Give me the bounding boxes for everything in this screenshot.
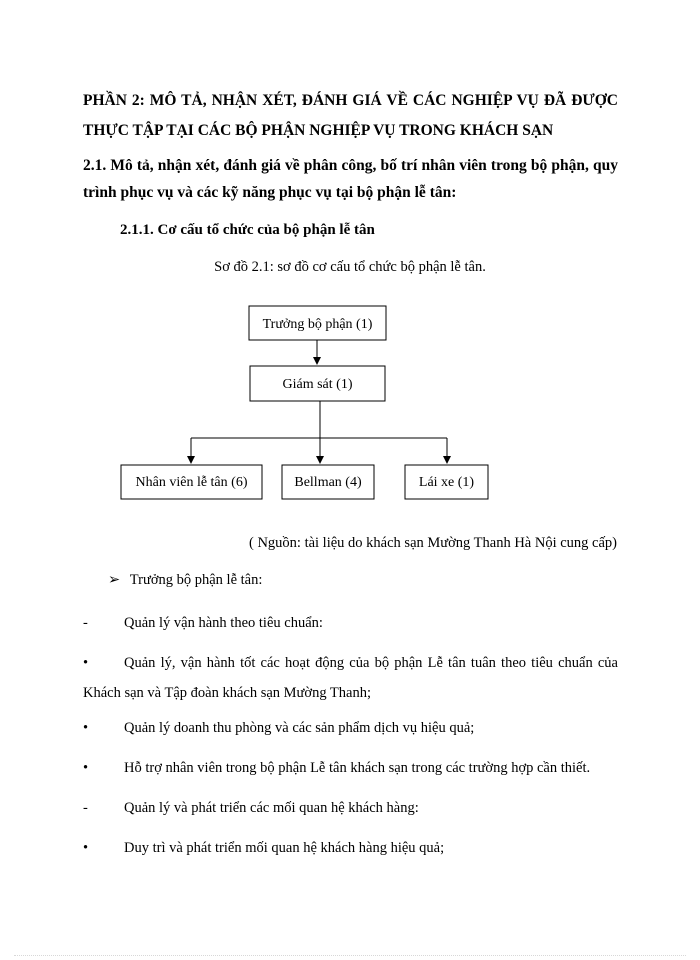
node-bellman bbox=[282, 465, 374, 499]
dash-bullet: - bbox=[83, 800, 88, 816]
list-item-text: Quản lý, vận hành tốt các hoạt động của bộ phận Lễ tân tuân theo tiêu chuẩn của Khách sạn và Tập đoàn khách sạn Mường Thanh; bbox=[83, 655, 618, 701]
list-item-text: Quản lý và phát triển các mối quan hệ khách hàng: bbox=[124, 800, 419, 816]
node-head bbox=[249, 306, 386, 340]
node-supervisor bbox=[250, 366, 385, 401]
node-driver bbox=[405, 465, 488, 499]
list-item bbox=[83, 713, 618, 743]
dot-bullet: • bbox=[83, 655, 89, 671]
dash-bullet: - bbox=[83, 615, 88, 631]
role-heading-text: Trưởng bộ phận lễ tân: bbox=[129, 572, 263, 588]
node-receptionist-label: Nhân viên lễ tân (6) bbox=[135, 475, 248, 490]
list-item-text: Duy trì và phát triển mối quan hệ khách hàng hiệu quả; bbox=[124, 840, 445, 856]
node-receptionist bbox=[121, 465, 262, 499]
list-item-text: Quản lý doanh thu phòng và các sản phẩm dịch vụ hiệu quả; bbox=[124, 720, 475, 736]
list-item bbox=[83, 793, 618, 823]
list-item bbox=[83, 608, 618, 638]
list-item bbox=[83, 648, 618, 708]
node-head-label: Trưởng bộ phận (1) bbox=[262, 317, 373, 332]
part-heading: PHẦN 2: MÔ TẢ, NHẬN XÉT, ĐÁNH GIÁ VỀ CÁC NGHIỆP VỤ ĐÃ ĐƯỢC THỰC TẬP TẠI CÁC BỘ PHẬN NGHIỆP VỤ TRONG KHÁCH SẠN bbox=[83, 92, 618, 139]
dot-bullet: • bbox=[83, 840, 89, 856]
subsection-heading: 2.1.1. Cơ cấu tổ chức của bộ phận lễ tân bbox=[120, 222, 375, 238]
diagram-source-note: ( Nguồn: tài liệu do khách sạn Mường Thanh Hà Nội cung cấp) bbox=[248, 535, 617, 551]
diagram-caption: Sơ đồ 2.1: sơ đồ cơ cấu tổ chức bộ phận lễ tân. bbox=[214, 259, 486, 275]
list-item-text: Quản lý vận hành theo tiêu chuẩn: bbox=[124, 615, 323, 631]
list-item-text: Hỗ trợ nhân viên trong bộ phận Lễ tân khách sạn trong các trường hợp cần thiết. bbox=[124, 760, 591, 776]
section-heading: 2.1. Mô tả, nhận xét, đánh giá về phân công, bố trí nhân viên trong bộ phận, quy trình phục vụ và các kỹ năng phục vụ tại bộ phận lễ tân: bbox=[83, 157, 618, 201]
list-item bbox=[83, 833, 618, 863]
node-driver-label: Lái xe (1) bbox=[418, 475, 475, 490]
arrow-bullet-icon: ➢ bbox=[108, 572, 121, 588]
node-supervisor-label: Giám sát (1) bbox=[282, 377, 353, 392]
node-bellman-label: Bellman (4) bbox=[294, 475, 362, 490]
dot-bullet: • bbox=[83, 720, 89, 736]
role-heading bbox=[108, 572, 262, 589]
dot-bullet: • bbox=[83, 760, 89, 776]
page-edge-divider bbox=[14, 955, 686, 956]
list-item bbox=[83, 753, 618, 783]
